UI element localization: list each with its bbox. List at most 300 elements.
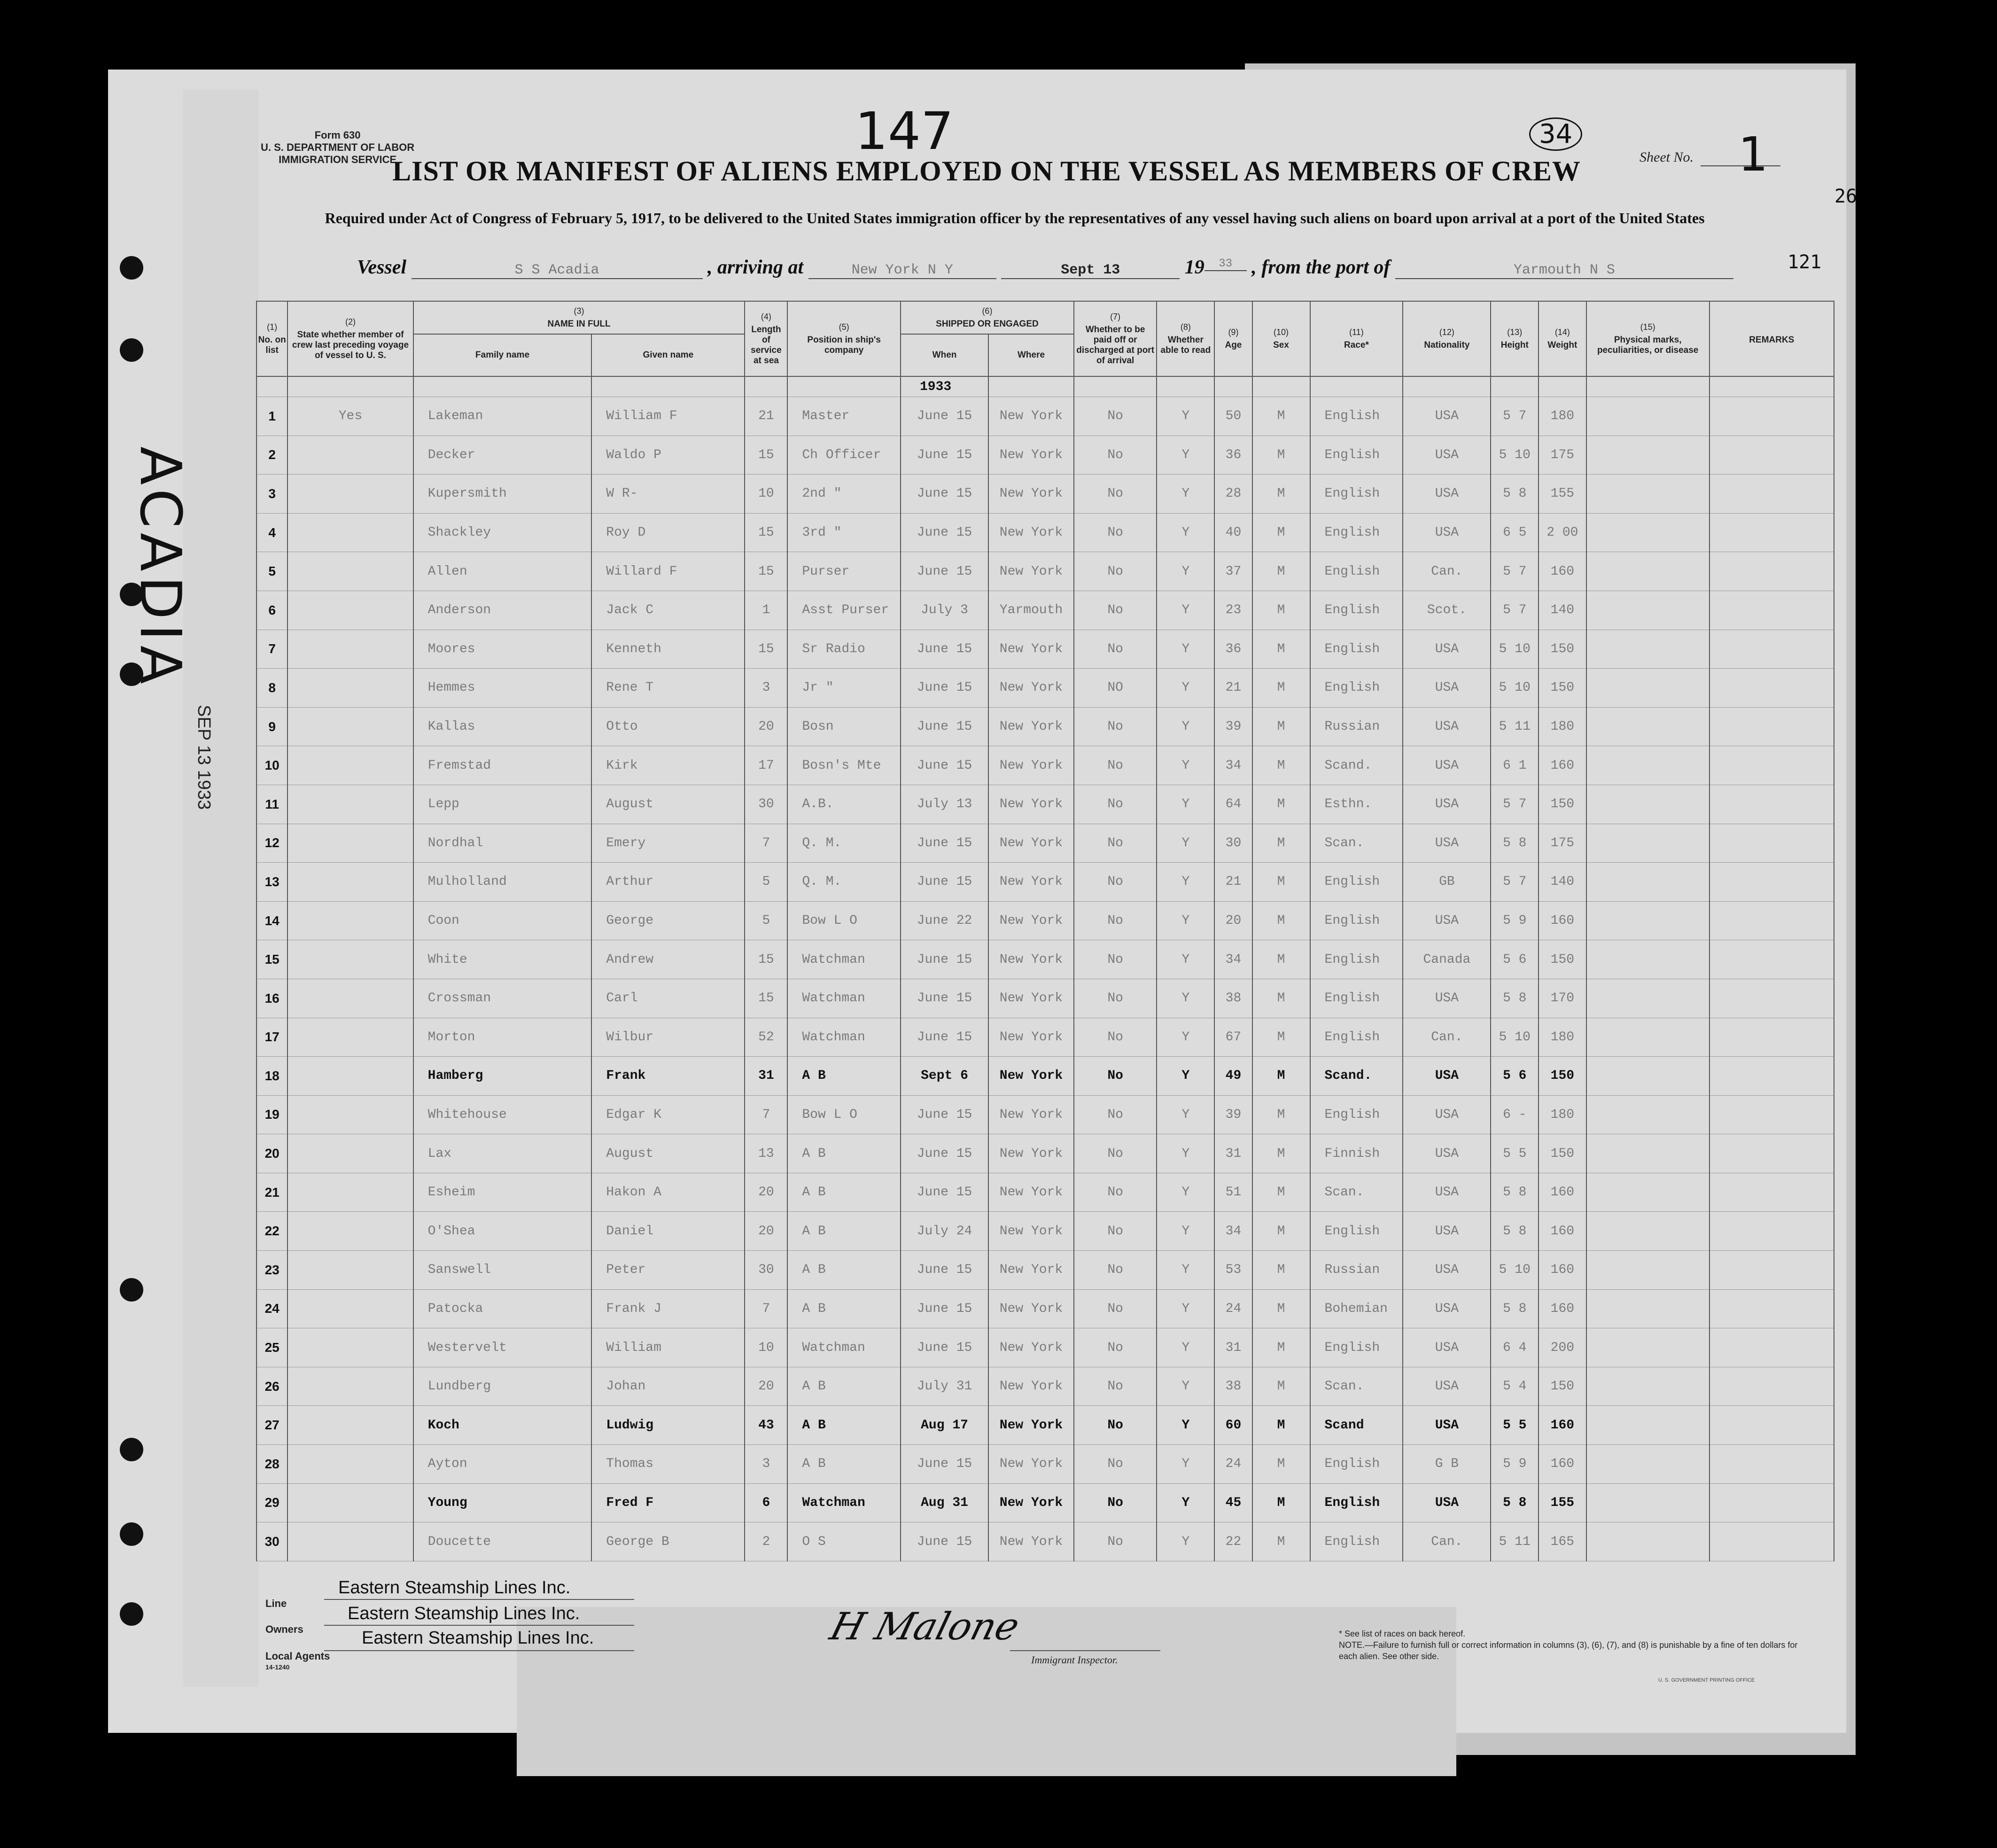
service-cell: 30 [745,785,787,824]
form-title: LIST OR MANIFEST OF ALIENS EMPLOYED ON THE VESSEL AS MEMBERS OF CREW [392,156,1581,187]
given-name-cell: Roy D [591,513,745,552]
race-cell: English [1310,1212,1403,1251]
nationality-cell: Can. [1403,1018,1491,1057]
table-row [256,746,1834,785]
shipped-when-cell: June 15 [901,979,988,1018]
service-cell: 15 [745,979,787,1018]
service-cell: 43 [745,1406,787,1445]
race-cell: Scand [1310,1406,1403,1445]
crew-manifest-table [256,301,1834,1561]
shipped-when-cell: June 15 [901,863,988,902]
given-name-cell: Kenneth [591,630,745,669]
col-header-remarks: REMARKS [1709,301,1834,376]
nationality-cell: USA [1403,979,1491,1018]
paid-off-cell: No [1074,1018,1157,1057]
sheet-number: 1 [1738,127,1768,182]
height-cell: 5 8 [1491,1212,1539,1251]
height-cell: 5 10 [1491,1251,1539,1290]
nationality-cell: USA [1403,901,1491,940]
punch-hole [120,1438,143,1461]
service-cell: 6 [745,1483,787,1522]
sex-cell: M [1252,1212,1310,1251]
family-name-cell: Coon [413,901,592,940]
height-cell: 5 8 [1491,1173,1539,1212]
row-number: 7 [256,630,288,669]
family-name-cell: Lakeman [413,397,592,436]
physical-marks-cell [1586,1522,1709,1561]
family-name-cell: Young [413,1483,592,1522]
shipped-where-cell: New York [988,630,1074,669]
service-cell: 5 [745,901,787,940]
shipped-where-cell: New York [988,785,1074,824]
table-row [256,1212,1834,1251]
sex-cell: M [1252,1057,1310,1096]
table-row [256,513,1834,552]
service-cell: 20 [745,1173,787,1212]
able-to-read-cell: Y [1157,1173,1214,1212]
height-cell: 5 10 [1491,1018,1539,1057]
previous-voyage-cell [288,1483,413,1522]
col-header-name: (3) NAME IN FULL [413,301,745,334]
position-cell: Sr Radio [787,630,901,669]
weight-cell: 165 [1539,1522,1586,1561]
able-to-read-cell: Y [1157,1134,1214,1173]
remarks-cell [1709,1018,1834,1057]
race-cell: Scan. [1310,1173,1403,1212]
remarks-cell [1709,824,1834,863]
family-name-cell: Lundberg [413,1367,592,1406]
nationality-cell: USA [1403,1289,1491,1328]
department-name: U. S. DEPARTMENT OF LABOR [261,141,415,153]
position-cell: A B [787,1406,901,1445]
age-cell: 49 [1214,1057,1252,1096]
owners-stamp: Eastern Steamship Lines Inc. [348,1604,580,1623]
weight-cell: 180 [1539,707,1586,746]
weight-cell: 160 [1539,1251,1586,1290]
paid-off-cell: No [1074,1483,1157,1522]
row-number: 29 [256,1483,288,1522]
physical-marks-cell [1586,1328,1709,1367]
physical-marks-cell [1586,1095,1709,1134]
weight-cell: 180 [1539,397,1586,436]
form-subtitle: Required under Act of Congress of February 5, 1917, to be delivered to the United States immigration officer by the representatives of any vessel having such aliens on board upon arrival at a port of the United States [325,210,1705,226]
previous-voyage-cell [288,1018,413,1057]
year-suffix: 33 [1204,257,1247,271]
race-cell: English [1310,397,1403,436]
service-cell: 7 [745,1289,787,1328]
position-cell: A B [787,1251,901,1290]
row-number: 28 [256,1445,288,1484]
given-name-cell: August [591,785,745,824]
height-cell: 5 6 [1491,940,1539,979]
race-cell: English [1310,901,1403,940]
sex-cell: M [1252,1445,1310,1484]
family-name-cell: Fremstad [413,746,592,785]
shipped-when-cell: June 15 [901,1445,988,1484]
height-cell: 5 4 [1491,1367,1539,1406]
shipped-where-cell: New York [988,436,1074,475]
family-name-cell: Crossman [413,979,592,1018]
race-cell: English [1310,513,1403,552]
physical-marks-cell [1586,1483,1709,1522]
sex-cell: M [1252,824,1310,863]
paid-off-cell: No [1074,1134,1157,1173]
previous-voyage-cell [288,1406,413,1445]
margin-number: 26 [1834,186,1857,207]
position-cell: A B [787,1445,901,1484]
remarks-cell [1709,475,1834,514]
family-name-cell: Shackley [413,513,592,552]
row-number: 19 [256,1095,288,1134]
nationality-cell: G B [1403,1445,1491,1484]
remarks-cell [1709,1057,1834,1096]
physical-marks-cell [1586,1173,1709,1212]
able-to-read-cell: Y [1157,552,1214,591]
weight-cell: 150 [1539,785,1586,824]
able-to-read-cell: Y [1157,901,1214,940]
family-name-cell: Kupersmith [413,475,592,514]
age-cell: 38 [1214,1367,1252,1406]
col-header-family-name: Family name [413,334,592,376]
race-cell: English [1310,436,1403,475]
race-cell: English [1310,940,1403,979]
previous-voyage-cell [288,630,413,669]
table-row [256,397,1834,436]
shipped-where-cell: New York [988,1173,1074,1212]
able-to-read-cell: Y [1157,1212,1214,1251]
given-name-cell: August [591,1134,745,1173]
weight-cell: 140 [1539,863,1586,902]
previous-voyage-cell [288,824,413,863]
remarks-cell [1709,785,1834,824]
shipped-where-cell: New York [988,1018,1074,1057]
shipped-where-cell: New York [988,707,1074,746]
given-name-cell: William F [591,397,745,436]
row-number: 21 [256,1173,288,1212]
family-name-cell: Lepp [413,785,592,824]
position-cell: Watchman [787,940,901,979]
position-cell: Bow L O [787,1095,901,1134]
service-cell: 15 [745,513,787,552]
position-cell: Purser [787,552,901,591]
height-cell: 5 9 [1491,901,1539,940]
nationality-cell: USA [1403,1251,1491,1290]
age-cell: 36 [1214,436,1252,475]
physical-marks-cell [1586,785,1709,824]
inspector-signature: H Malone [825,1605,1024,1648]
sex-cell: M [1252,513,1310,552]
race-cell: Russian [1310,707,1403,746]
height-cell: 5 8 [1491,1483,1539,1522]
previous-voyage-cell [288,979,413,1018]
race-cell: English [1310,1095,1403,1134]
family-name-cell: Westervelt [413,1328,592,1367]
height-cell: 5 10 [1491,669,1539,708]
age-cell: 24 [1214,1289,1252,1328]
service-name: IMMIGRATION SERVICE [279,154,397,165]
shipped-where-cell: New York [988,1522,1074,1561]
service-cell: 3 [745,1445,787,1484]
owners-label: Owners [265,1623,303,1635]
col-header-paid-off: (7) Whether to be paid off or discharged at port of arrival [1074,301,1157,376]
shipped-when-cell: July 13 [901,785,988,824]
physical-marks-cell [1586,1445,1709,1484]
weight-cell: 180 [1539,1095,1586,1134]
col-header-where: Where [988,334,1074,376]
sex-cell: M [1252,1367,1310,1406]
family-name-cell: Koch [413,1406,592,1445]
able-to-read-cell: Y [1157,1367,1214,1406]
remarks-cell [1709,513,1834,552]
sex-cell: M [1252,591,1310,630]
given-name-cell: Arthur [591,863,745,902]
race-cell: Scan. [1310,824,1403,863]
shipped-where-cell: New York [988,1445,1074,1484]
shipped-where-cell: Yarmouth [988,591,1074,630]
service-cell: 20 [745,707,787,746]
age-cell: 39 [1214,1095,1252,1134]
age-cell: 23 [1214,591,1252,630]
year-prefix: 19 [1184,257,1204,278]
height-cell: 5 8 [1491,824,1539,863]
sex-cell: M [1252,785,1310,824]
table-row [256,707,1834,746]
height-cell: 6 4 [1491,1328,1539,1367]
remarks-cell [1709,1328,1834,1367]
table-row [256,1328,1834,1367]
remarks-cell [1709,1095,1834,1134]
col-header-previous-voyage: (2) State whether member of crew last preceding voyage of vessel to U. S. [288,301,413,376]
height-cell: 5 11 [1491,707,1539,746]
given-name-cell: Daniel [591,1212,745,1251]
agents-stamp: Eastern Steamship Lines Inc. [362,1628,594,1648]
age-cell: 60 [1214,1406,1252,1445]
shipped-where-cell: New York [988,863,1074,902]
nationality-cell: USA [1403,1134,1491,1173]
paid-off-cell: No [1074,824,1157,863]
shipped-when-cell: June 15 [901,1173,988,1212]
nationality-cell: USA [1403,707,1491,746]
nationality-cell: USA [1403,746,1491,785]
race-cell: English [1310,863,1403,902]
nationality-cell: USA [1403,475,1491,514]
given-name-cell: Willard F [591,552,745,591]
given-name-cell: Johan [591,1367,745,1406]
row-number: 16 [256,979,288,1018]
races-note: * See list of races on back hereof. [1339,1629,1466,1638]
physical-marks-cell [1586,1289,1709,1328]
family-name-cell: Ayton [413,1445,592,1484]
table-row [256,1483,1834,1522]
remarks-cell [1709,1522,1834,1561]
previous-voyage-cell [288,475,413,514]
col-header-race: (11) Race* [1310,301,1403,376]
previous-voyage-cell [288,785,413,824]
shipped-when-cell: June 15 [901,630,988,669]
row-number: 8 [256,669,288,708]
shipped-where-cell: New York [988,1328,1074,1367]
position-cell: A B [787,1212,901,1251]
circled-number: 34 [1529,117,1582,151]
given-name-cell: Frank J [591,1289,745,1328]
vessel-line [357,256,1733,279]
penalty-note: NOTE.—Failure to furnish full or correct information in columns (3), (6), (7), and (8) is punishable by a fine of ten dollars for each alien. See other side. [1339,1640,1798,1661]
shipped-where-cell: New York [988,1251,1074,1290]
race-cell: English [1310,1522,1403,1561]
remarks-cell [1709,1173,1834,1212]
age-cell: 34 [1214,940,1252,979]
position-cell: Jr " [787,669,901,708]
row-number: 2 [256,436,288,475]
previous-voyage-cell [288,1367,413,1406]
table-row [256,979,1834,1018]
service-cell: 30 [745,1251,787,1290]
shipped-when-cell: June 15 [901,707,988,746]
family-name-cell: Patocka [413,1289,592,1328]
weight-cell: 160 [1539,901,1586,940]
row-number: 22 [256,1212,288,1251]
shipped-when-cell: July 3 [901,591,988,630]
age-cell: 37 [1214,552,1252,591]
race-cell: English [1310,475,1403,514]
col-header-age: (9) Age [1214,301,1252,376]
able-to-read-cell: Y [1157,1095,1214,1134]
weight-cell: 160 [1539,746,1586,785]
table-row [256,824,1834,863]
paid-off-cell: No [1074,1057,1157,1096]
physical-marks-cell [1586,1212,1709,1251]
weight-cell: 150 [1539,1134,1586,1173]
sex-cell: M [1252,436,1310,475]
shipped-when-cell: June 15 [901,436,988,475]
height-cell: 5 8 [1491,1289,1539,1328]
remarks-cell [1709,746,1834,785]
able-to-read-cell: Y [1157,1483,1214,1522]
age-cell: 28 [1214,475,1252,514]
remarks-cell [1709,669,1834,708]
shipped-where-cell: New York [988,1483,1074,1522]
physical-marks-cell [1586,513,1709,552]
table-row [256,1057,1834,1096]
given-name-cell: Emery [591,824,745,863]
height-cell: 5 5 [1491,1134,1539,1173]
paid-off-cell: No [1074,1251,1157,1290]
able-to-read-cell: Y [1157,669,1214,708]
physical-marks-cell [1586,1251,1709,1290]
shipped-where-cell: New York [988,552,1074,591]
age-cell: 64 [1214,785,1252,824]
shipped-when-cell: June 15 [901,1328,988,1367]
service-cell: 10 [745,1328,787,1367]
age-cell: 31 [1214,1328,1252,1367]
able-to-read-cell: Y [1157,630,1214,669]
given-name-cell: George B [591,1522,745,1561]
sex-cell: M [1252,1251,1310,1290]
col-header-weight: (14) Weight [1539,301,1586,376]
previous-voyage-cell [288,707,413,746]
able-to-read-cell: Y [1157,863,1214,902]
height-cell: 5 9 [1491,1445,1539,1484]
shipped-where-cell: New York [988,746,1074,785]
family-name-cell: Sanswell [413,1251,592,1290]
table-row [256,940,1834,979]
physical-marks-cell [1586,863,1709,902]
service-cell: 13 [745,1134,787,1173]
remarks-cell [1709,940,1834,979]
paid-off-cell: No [1074,1522,1157,1561]
able-to-read-cell: Y [1157,707,1214,746]
family-name-cell: Anderson [413,591,592,630]
previous-voyage-cell [288,1173,413,1212]
weight-cell: 150 [1539,940,1586,979]
paid-off-cell: No [1074,552,1157,591]
line-label: Line [265,1598,287,1609]
race-cell: English [1310,1018,1403,1057]
physical-marks-cell [1586,591,1709,630]
col-header-shipped: (6) SHIPPED OR ENGAGED [901,301,1074,334]
row-number: 9 [256,707,288,746]
side-date-stamp: SEP 13 1933 [194,705,214,810]
row-number: 30 [256,1522,288,1561]
weight-cell: 200 [1539,1328,1586,1367]
race-cell: Russian [1310,1251,1403,1290]
physical-marks-cell [1586,397,1709,436]
table-row [256,785,1834,824]
able-to-read-cell: Y [1157,940,1214,979]
table-row [256,901,1834,940]
table-row [256,591,1834,630]
position-cell: Ch Officer [787,436,901,475]
shipped-where-cell: New York [988,979,1074,1018]
punch-hole [120,1278,143,1302]
sex-cell: M [1252,630,1310,669]
given-name-cell: Peter [591,1251,745,1290]
race-cell: Scand. [1310,1057,1403,1096]
shipped-where-cell: New York [988,475,1074,514]
able-to-read-cell: Y [1157,397,1214,436]
weight-cell: 155 [1539,1483,1586,1522]
shipped-where-cell: New York [988,397,1074,436]
height-cell: 6 5 [1491,513,1539,552]
remarks-cell [1709,1289,1834,1328]
service-cell: 2 [745,1522,787,1561]
previous-voyage-cell [288,1522,413,1561]
race-cell: English [1310,1445,1403,1484]
shipped-where-cell: New York [988,1057,1074,1096]
shipped-when-cell: June 15 [901,940,988,979]
weight-cell: 170 [1539,979,1586,1018]
nationality-cell: Canada [1403,940,1491,979]
physical-marks-cell [1586,1406,1709,1445]
remarks-cell [1709,630,1834,669]
row-number: 23 [256,1251,288,1290]
nationality-cell: USA [1403,1057,1491,1096]
previous-voyage-cell [288,1328,413,1367]
table-row [256,1018,1834,1057]
attached-tab [183,89,258,1687]
shipped-where-cell: New York [988,513,1074,552]
given-name-cell: W R- [591,475,745,514]
vessel-name: S S Acadia [412,262,703,279]
able-to-read-cell: Y [1157,1328,1214,1367]
given-name-cell: Frank [591,1057,745,1096]
physical-marks-cell [1586,1018,1709,1057]
weight-cell: 160 [1539,1445,1586,1484]
remarks-cell [1709,1483,1834,1522]
remarks-cell [1709,552,1834,591]
remarks-cell [1709,591,1834,630]
position-cell: 2nd " [787,475,901,514]
